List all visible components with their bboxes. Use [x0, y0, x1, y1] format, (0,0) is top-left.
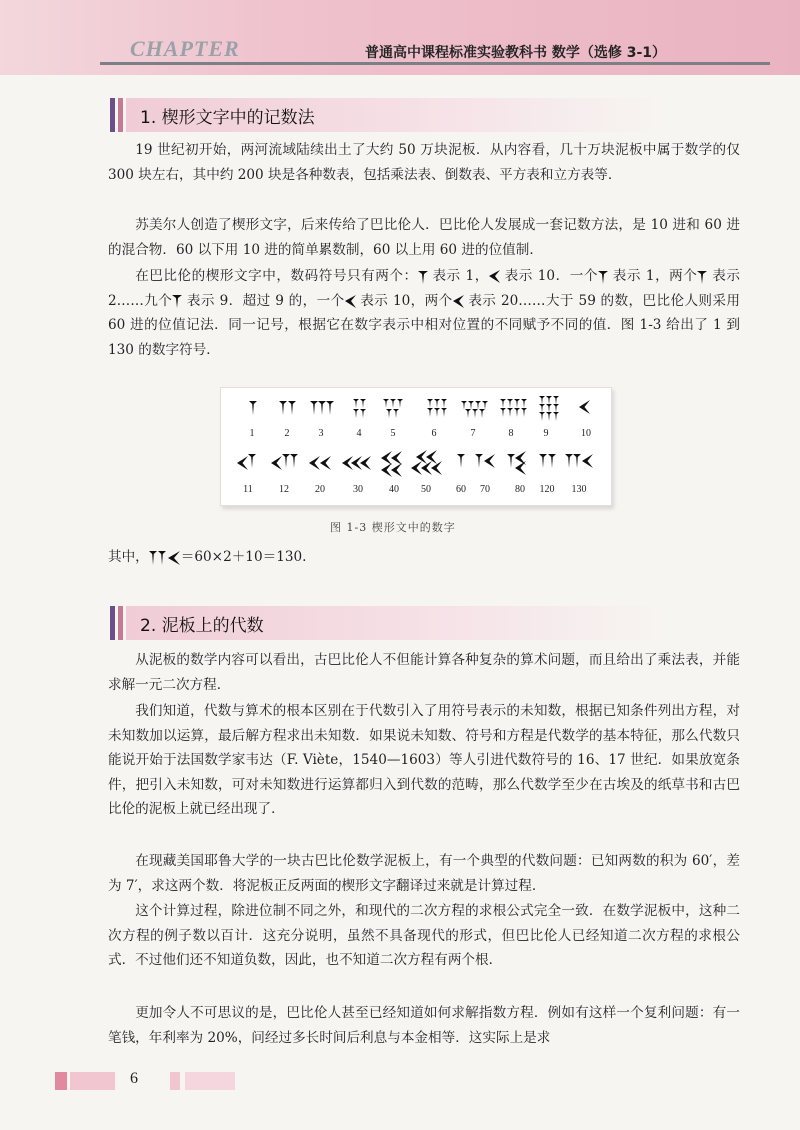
numeral-2-glyph [279, 401, 296, 415]
figure-label: 10 [581, 428, 591, 439]
figure-label: 7 [470, 428, 476, 439]
figure-label: 130 [571, 484, 587, 495]
book-title: 普通高中课程标准实验教科书 数学（选修 3-1） [365, 45, 667, 61]
figure-label: 4 [356, 428, 362, 439]
figure-label: 70 [480, 484, 490, 495]
numeral-80-glyph [507, 451, 526, 475]
cuneiform-one-icon [172, 294, 182, 308]
numeral-1-glyph [249, 401, 257, 415]
numeral-130-glyph [565, 454, 593, 468]
numeral-30-glyph [342, 456, 371, 470]
figure-label: 5 [390, 428, 396, 439]
cuneiform-ten-icon [489, 270, 500, 283]
figure-label: 8 [508, 428, 514, 439]
figure-label: 20 [315, 484, 325, 495]
figure-label: 6 [431, 428, 437, 439]
example-line: 其中， ＝60×2＋10＝130. [108, 549, 307, 565]
chapter-label: CHAPTER [130, 36, 240, 61]
numeral-8-glyph [500, 399, 527, 417]
numeral-12-glyph [271, 454, 298, 470]
footer-decoration [55, 1072, 67, 1090]
figure-label: 40 [389, 484, 399, 495]
section-2-paragraph-2: 我们知道，代数与算术的根本区别在于代数引入了用符号表示的未知数，根据已知条件列出方程，对未知数加以运算，最后解方程求出未知数．如果说未知数、符号和方程是代数学的基本特征，那么代数只能说开始于法国数学家韦达（F. Viète，1540—1603）等人引进代数符号的 16、17 世纪．如果放宽条件，把引入未知数，可对未知数进行运算都归入到代数的范畴，那么代数学至少在古埃及的纸草书和古巴比伦的泥板上就已经出现了． [108, 703, 740, 817]
numeral-10-glyph [579, 400, 590, 414]
figure-label: 30 [353, 484, 363, 495]
section-1-paragraph-2: 苏美尔人创造了楔形文字，后来传给了巴比伦人．巴比伦人发展成一套记数方法，是 10 进和 60 进的混合物．60 以下用 10 进的简单累数制，60 以上用 60 进的位值制． [108, 217, 740, 258]
numeral-20-glyph [309, 456, 331, 470]
figure-label: 9 [543, 428, 549, 439]
figure-label: 2 [284, 428, 290, 439]
numeral-60-glyph [457, 454, 465, 468]
footer-decoration [70, 1072, 115, 1090]
cuneiform-numbers-figure [220, 387, 612, 506]
numeral-3-glyph [310, 401, 334, 415]
section-1-title: 1. 楔形文字中的记数法 [140, 107, 315, 128]
cuneiform-one-icon [418, 270, 428, 284]
section-1-paragraph-3: 在巴比伦的楔形文字中，数码符号只有两个： 表示 1， 表示 10．一个 表示 1，两个 表示 2……九个 表示 9．超过 9 的，一个 表示 10，两个 表示 20……大于 59 的数，巴比伦人则采用 60 进的位值记法．同一记号，根据它在数字表示中相对位置的不同赋予不同的值．图 1-3 给出了 1 到 130 的数字符号． [108, 268, 740, 358]
section-2-paragraph-4: 这个计算过程，除进位制不同之外，和现代的二次方程的求根公式完全一致．在数学泥板中，这种二次方程的例子数以百计．这充分说明，虽然不具备现代的形式，但巴比伦人已经知道二次方程的求根公式．不过他们还不知道负数，因此，也不知道二次方程有两个根． [108, 903, 740, 968]
section-2-heading [110, 606, 670, 640]
footer-decoration [170, 1072, 180, 1090]
figure-label: 60 [456, 484, 466, 495]
figure-label: 11 [243, 484, 253, 495]
section-1-heading [110, 98, 670, 132]
cuneiform-one-icon [598, 270, 608, 284]
section-2-paragraph-3: 在现藏美国耶鲁大学的一块古巴比伦数学泥板上，有一个典型的代数问题：已知两数的积为 60′，差为 7′，求这两个数．将泥板正反两面的楔形文字翻译过来就是计算过程． [108, 853, 740, 894]
section-1-paragraph-1: 19 世纪初开始，两河流域陆续出土了大约 50 万块泥板．从内容看，几十万块泥板中属于数学的仅 300 块左右，其中约 200 块是各种数表，包括乘法表、倒数表、平方表和立方表等． [108, 142, 740, 183]
section-2-paragraph-5: 更加令人不可思议的是，巴比伦人甚至已经知道如何求解指数方程．例如有这样一个复利问题：有一笔钱，年利率为 20%，问经过多长时间后利息与本金相等．这实际上是求 [108, 1005, 740, 1046]
header-rule [100, 62, 770, 65]
cuneiform-one-icon [697, 270, 707, 284]
numeral-5-glyph [383, 399, 403, 418]
section-2-title: 2. 泥板上的代数 [140, 615, 264, 636]
figure-label: 3 [318, 428, 324, 439]
cuneiform-ten-icon [453, 295, 464, 308]
numeral-4-glyph [353, 399, 366, 418]
numeral-40-glyph [381, 451, 402, 477]
figure-caption: 图 1-3 楔形文中的数字 [330, 521, 456, 534]
numeral-6-glyph [427, 399, 447, 417]
section-2-paragraph-1: 从泥板的数学内容可以看出，古巴比伦人不但能计算各种复杂的算术问题，而且给出了乘法表，并能求解一元二次方程． [108, 652, 740, 693]
numeral-50-glyph [411, 450, 442, 475]
numeral-7-glyph [461, 401, 488, 418]
page-number: 6 [130, 1070, 138, 1087]
numeral-11-glyph [237, 454, 256, 470]
figure-label: 1 [249, 428, 255, 439]
figure-label: 50 [421, 484, 431, 495]
numeral-70-glyph [475, 454, 495, 468]
cuneiform-ten-icon [345, 295, 356, 308]
figure-label: 80 [515, 484, 525, 495]
numeral-9-glyph [539, 396, 559, 421]
figure-label: 12 [279, 484, 289, 495]
numeral-120-glyph [539, 454, 556, 468]
cuneiform-130-icon [149, 551, 181, 565]
figure-label: 120 [539, 484, 555, 495]
page-header [0, 0, 800, 75]
footer-decoration [185, 1072, 235, 1090]
